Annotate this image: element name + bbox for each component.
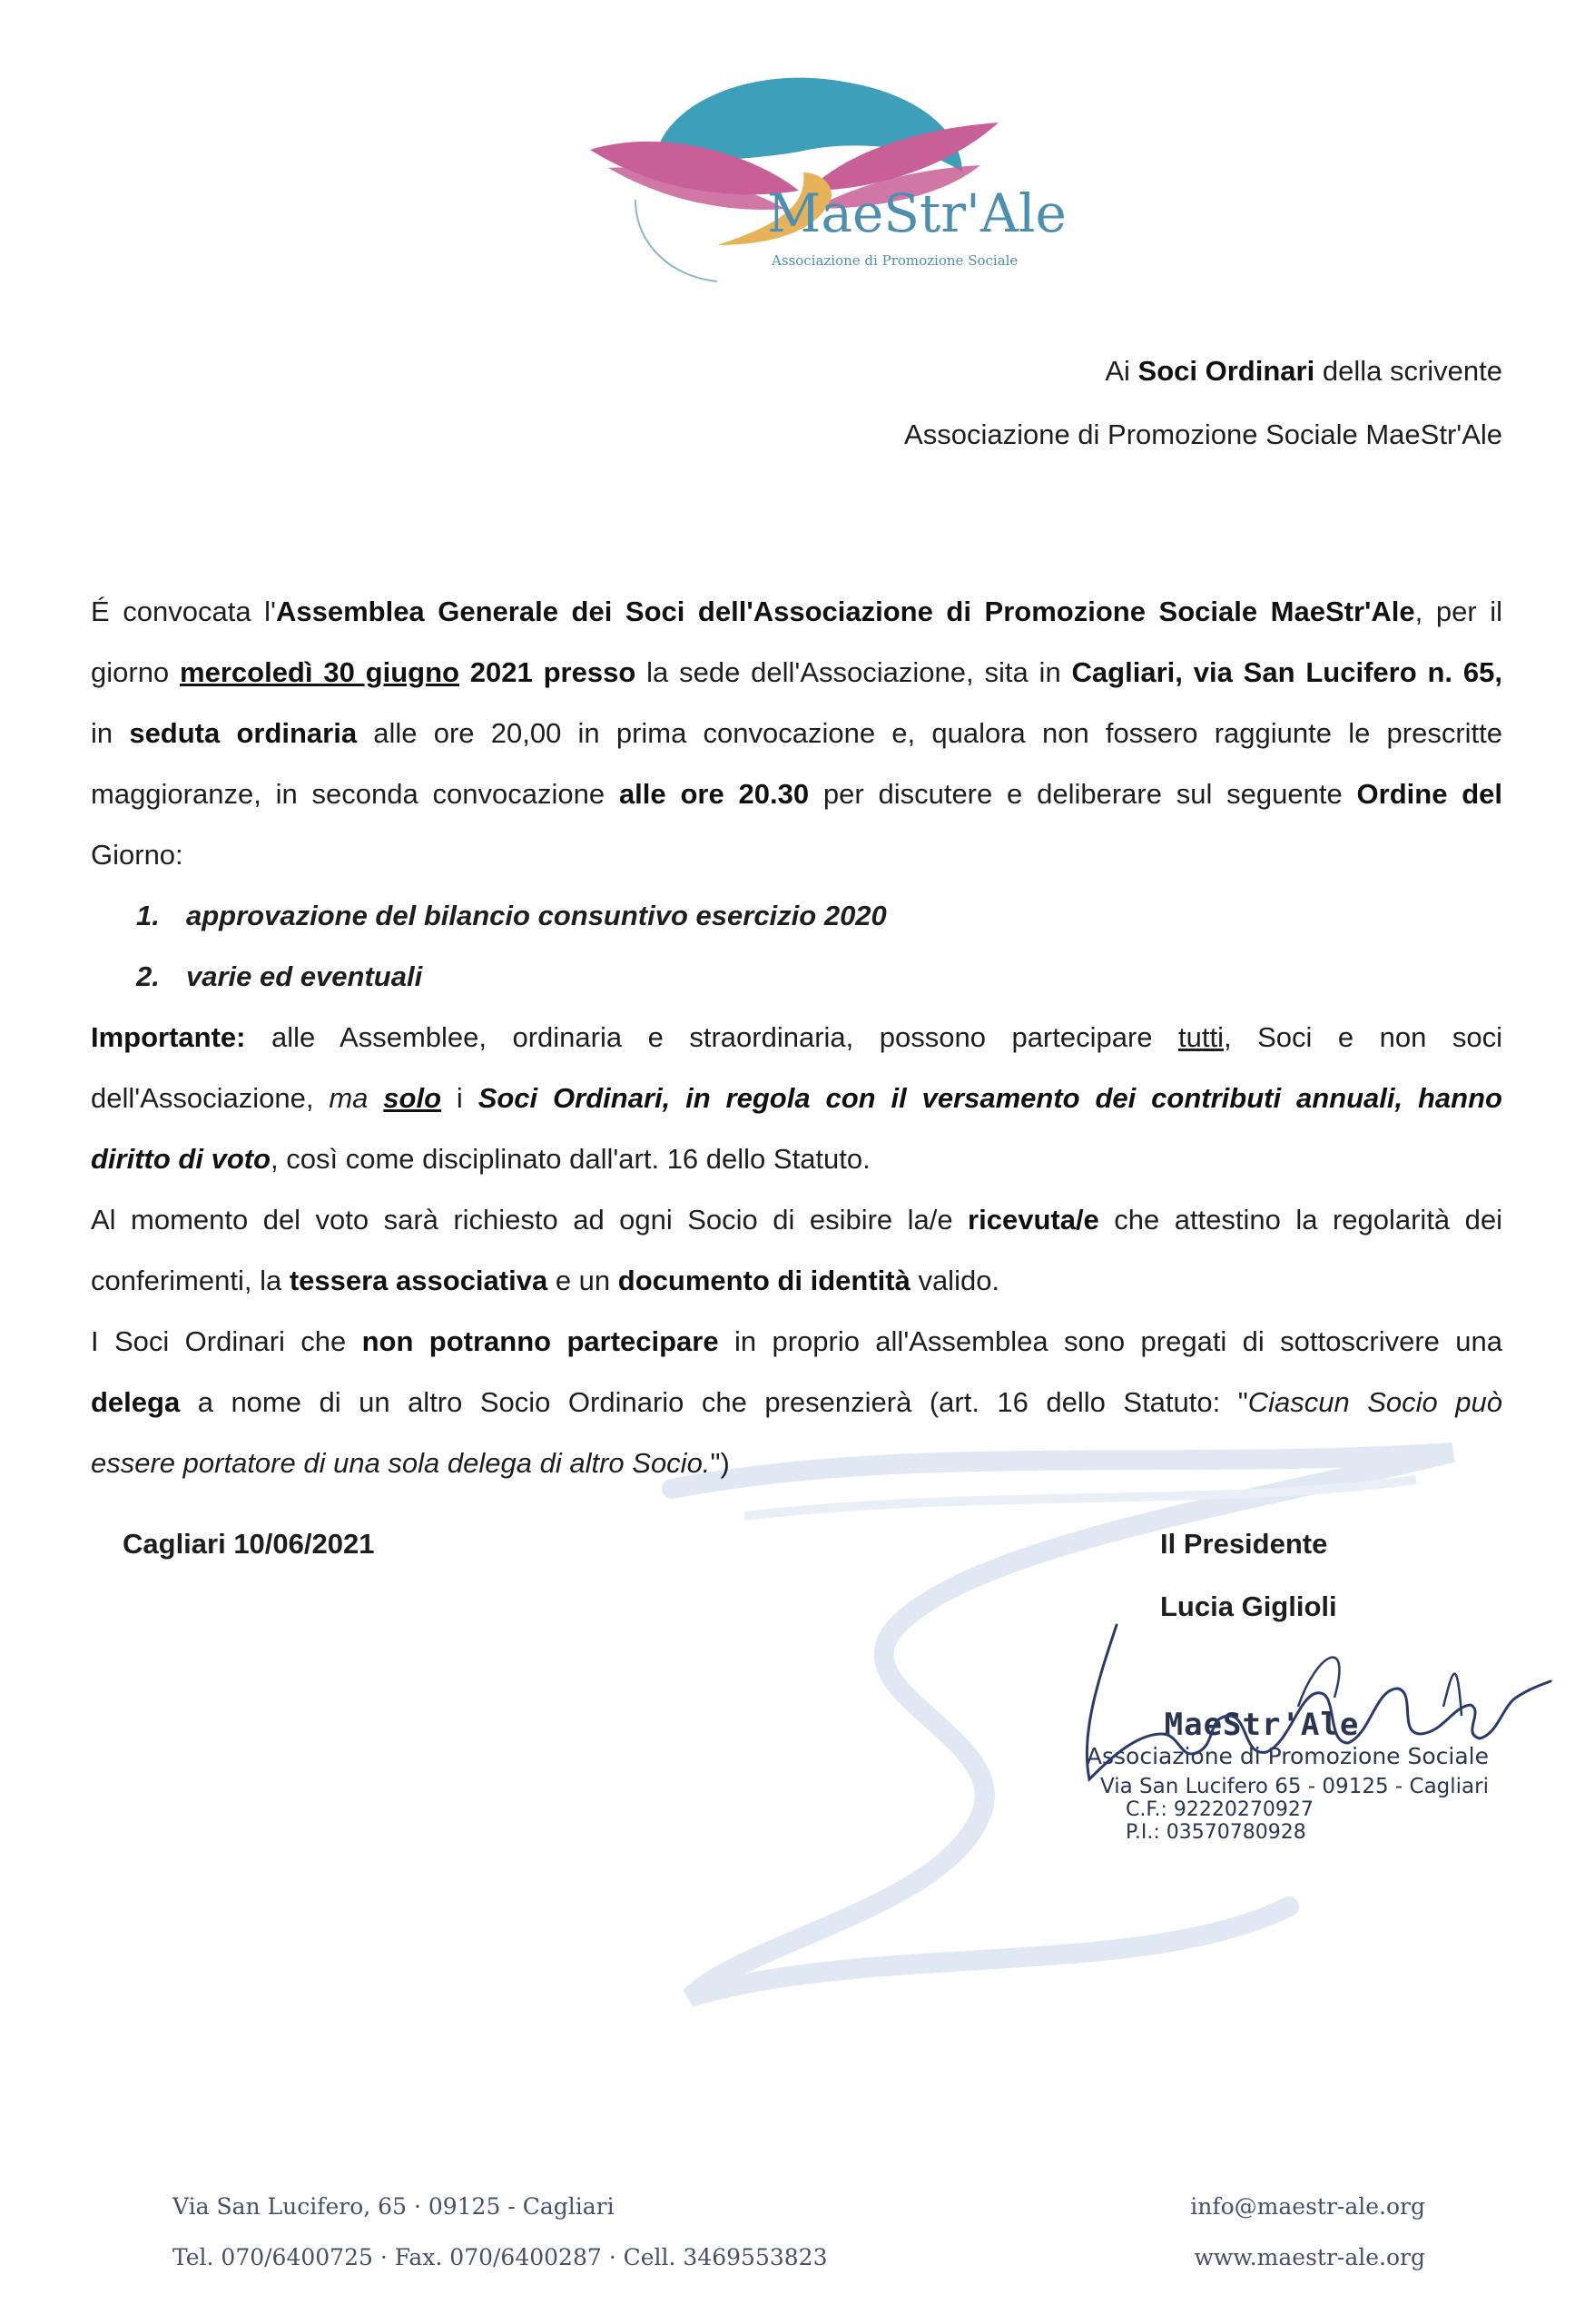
recipient-line-1: Ai Soci Ordinari della scrivente xyxy=(1105,355,1502,387)
letter-body xyxy=(91,581,1502,1493)
body-line: Importante: alle Assemblee, ordinaria e straordinaria, possono partecipare tutti, Soci e non soci xyxy=(91,1021,1503,1053)
signatory-title: Il Presidente xyxy=(1160,1528,1328,1560)
handwritten-signature xyxy=(1026,1598,1552,1797)
footer-email[interactable]: info@maestr-ale.org xyxy=(1190,2193,1425,2220)
logo-name: MaeStr'Ale xyxy=(767,182,1067,244)
footer-website[interactable]: www.maestr-ale.org xyxy=(1194,2244,1425,2270)
body-line: Al momento del voto sarà richiesto ad ogni Socio di esibire la/e ricevuta/e che attestino la regolarità dei xyxy=(91,1204,1503,1236)
meeting-date: mercoledì 30 giugno xyxy=(180,656,459,688)
stamp-address: Via San Lucifero 65 - 09125 - Cagliari xyxy=(1100,1775,1489,1798)
meeting-location: Cagliari, via San Lucifero n. 65, xyxy=(1071,656,1502,688)
footer-phones: Tel. 070/6400725 · Fax. 070/6400287 · Cell. 3469553823 xyxy=(172,2244,828,2270)
body-line: diritto di voto, così come disciplinato dall'art. 16 dello Statuto. xyxy=(91,1143,871,1175)
body-line: giorno mercoledì 30 giugno 2021 presso la sede dell'Associazione, sita in Cagliari, via San Lucifero n. 65, xyxy=(91,656,1502,688)
body-line: maggioranze, in seconda convocazione alle ore 20.30 per discutere e deliberare sul seguente Ordine del xyxy=(91,778,1503,810)
letter-date: Cagliari 10/06/2021 xyxy=(123,1528,375,1560)
body-line: essere portatore di una sola delega di altro Socio.") xyxy=(91,1447,730,1479)
recipient-bold: Soci Ordinari xyxy=(1137,355,1315,387)
logo-subtitle: Associazione di Promozione Sociale xyxy=(772,252,1019,269)
body-line: dell'Associazione, ma solo i Soci Ordinari, in regola con il versamento dei contributi annuali, hanno xyxy=(91,1082,1502,1114)
stamp-subtitle: Associazione di Promozione Sociale xyxy=(1086,1743,1489,1769)
agenda-item: 2. varie ed eventuali xyxy=(136,960,423,992)
body-line: conferimenti, la tessera associativa e un documento di identità valido. xyxy=(91,1265,1000,1296)
body-line: in seduta ordinaria alle ore 20,00 in prima convocazione e, qualora non fossero raggiunte le prescritte xyxy=(91,717,1502,749)
stamp-name: MaeStr'Ale xyxy=(1164,1707,1360,1743)
body-line: É convocata l'Assemblea Generale dei Soci dell'Associazione di Promozione Sociale MaeStr'Ale, per il xyxy=(91,596,1502,627)
footer-address: Via San Lucifero, 65 · 09125 - Cagliari xyxy=(172,2193,615,2220)
recipient-line-2: Associazione di Promozione Sociale MaeStr'Ale xyxy=(904,419,1502,450)
stamp-pi: P.I.: 03570780928 xyxy=(1126,1821,1306,1844)
body-line: I Soci Ordinari che non potranno partecipare in proprio all'Assemblea sono pregati di sottoscrivere una xyxy=(91,1325,1502,1357)
body-line: delega a nome di un altro Socio Ordinario che presenzierà (art. 16 dello Statuto: "Ciascun Socio può xyxy=(91,1386,1502,1418)
body-line: Giorno: xyxy=(91,839,183,871)
agenda-item: 1. approvazione del bilancio consuntivo esercizio 2020 xyxy=(136,900,887,931)
maestrale-logo xyxy=(581,64,1067,281)
stamp-cf: C.F.: 92220270927 xyxy=(1126,1798,1314,1821)
signatory-name: Lucia Giglioli xyxy=(1160,1590,1337,1622)
